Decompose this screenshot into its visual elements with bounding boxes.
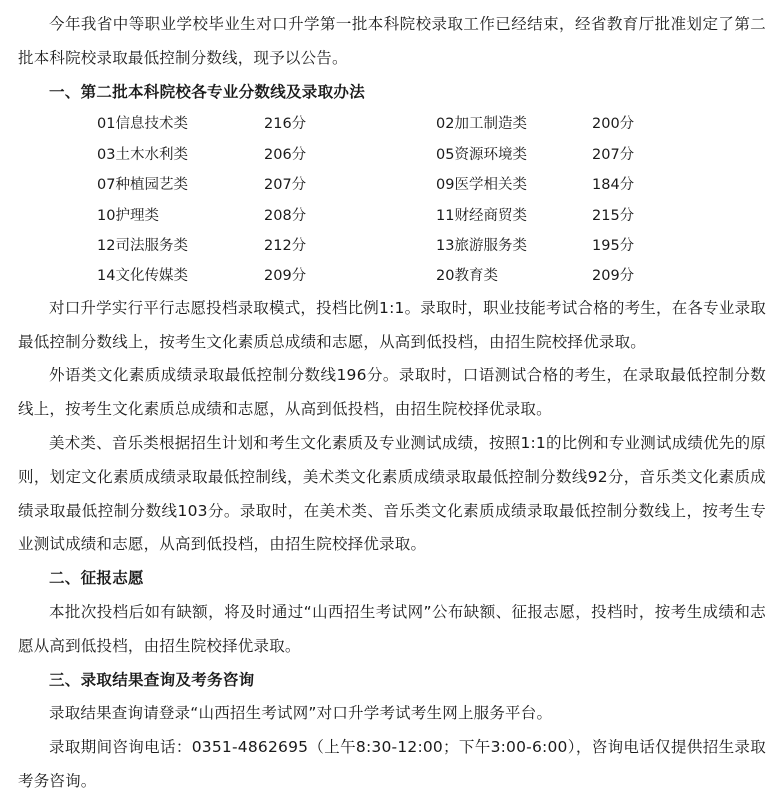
major-score: 184分	[592, 177, 635, 194]
major-name: 14文化传媒类	[97, 268, 188, 285]
announcement-document	[18, 8, 766, 799]
supplementary-application-paragraph: 本批次投档后如有缺额，将及时通过“山西招生考试网”公布缺额、征报志愿，投档时，按考生成绩和志愿从高到低投档，由招生院校择优录取。	[18, 602, 766, 655]
major-score: 200分	[592, 116, 635, 133]
art-music-paragraph: 美术类、音乐类根据招生计划和考生文化素质及专业测试成绩，按照1:1的比例和专业测试成绩优先的原则，划定文化素质成绩录取最低控制线，美术类文化素质成绩录取最低控制分数线92分，音乐类文化素质成绩录取最低控制分数线103分。录取时，在美术类、音乐类文化素质成绩录取最低控制分数线上，按考生专业测试成绩和志愿，从高到低投档，由招生院校择优录取。	[18, 433, 766, 554]
score-row	[18, 261, 766, 291]
section-2-heading: 二、征报志愿	[49, 569, 144, 588]
intro-paragraph: 今年我省中等职业学校毕业生对口升学第一批本科院校录取工作已经结束，经省教育厅批准划定了第二批本科院校录取最低控制分数线，现予以公告。	[18, 15, 766, 67]
major-name: 13旅游服务类	[436, 237, 527, 254]
major-name: 10护理类	[97, 207, 159, 224]
major-score: 195分	[592, 237, 635, 254]
major-name: 01信息技术类	[97, 116, 188, 133]
major-name: 03土木水利类	[97, 146, 188, 163]
result-query-paragraph: 录取结果查询请登录“山西招生考试网”对口升学考试考生网上服务平台。	[49, 704, 553, 723]
major-score: 216分	[264, 116, 307, 133]
major-score: 208分	[264, 207, 307, 224]
score-row	[18, 140, 766, 170]
major-name: 05资源环境类	[436, 146, 527, 163]
major-score: 209分	[264, 268, 307, 285]
major-score: 206分	[264, 146, 307, 163]
section-1-heading: 一、第二批本科院校各专业分数线及录取办法	[49, 82, 366, 101]
major-score: 212分	[264, 237, 307, 254]
consultation-phone-paragraph: 录取期间咨询电话：0351-4862695（上午8:30-12:00；下午3:00-6:00），咨询电话仅提供招生录取考务咨询。	[18, 738, 766, 790]
major-name: 11财经商贸类	[436, 207, 527, 224]
major-score: 207分	[264, 177, 307, 194]
major-name: 02加工制造类	[436, 116, 527, 133]
admission-mode-paragraph: 对口升学实行平行志愿投档录取模式，投档比例1:1。录取时，职业技能考试合格的考生，在各专业录取最低控制分数线上，按考生文化素质总成绩和志愿，从高到低投档，由招生院校择优录取。	[18, 298, 766, 351]
major-name: 12司法服务类	[97, 237, 188, 254]
score-row	[18, 170, 766, 200]
score-row	[18, 231, 766, 261]
score-table	[18, 109, 766, 291]
major-score: 209分	[592, 268, 635, 285]
score-row	[18, 201, 766, 231]
major-score: 215分	[592, 207, 635, 224]
major-name: 09医学相关类	[436, 177, 527, 194]
major-score: 207分	[592, 146, 635, 163]
section-3-heading: 三、录取结果查询及考务咨询	[49, 670, 255, 689]
major-name: 20教育类	[436, 268, 498, 285]
foreign-language-paragraph: 外语类文化素质成绩录取最低控制分数线196分。录取时，口语测试合格的考生，在录取最低控制分数线上，按考生文化素质总成绩和志愿，从高到低投档，由招生院校择优录取。	[18, 366, 766, 419]
score-row	[18, 109, 766, 139]
major-name: 07种植园艺类	[97, 177, 188, 194]
